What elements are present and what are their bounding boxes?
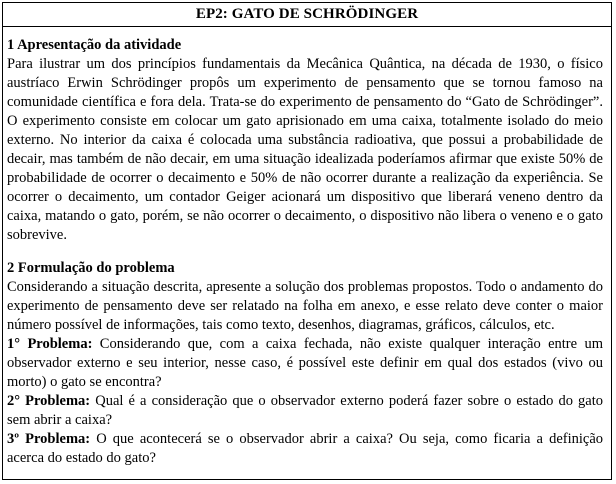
- problem-1: [7, 335, 603, 392]
- problem-3-label: 3º Problema:: [7, 431, 91, 447]
- problem-2: [7, 392, 603, 430]
- section2-intro: Considerando a situação descrita, apresente a solução dos problemas propostos. Todo o andamento do experimento de pensamento deve ser relatado na folha em anexo, e esse relato deve conter o maior número possível de informações, tais como texto, desenhos, diagramas, gráficos, cálculos, etc.: [7, 279, 603, 333]
- title-row: [3, 3, 611, 27]
- section1-text: Para ilustrar um dos princípios fundamentais da Mecânica Quântica, na década de 1930, o físico austríaco Erwin Schrödinger propôs um experimento de pensamento que se tornou famoso na comunidade científica e fora dela. Trata-se do experimento de pensamento do “Gato de Schrödinger”. O experimento consiste em colocar um gato aprisionado em uma caixa, totalmente isolado do meio externo. No interior da caixa é colocada uma substância radioativa, que possui a probabilidade de decair, mas também de não decair, em uma situação idealizada poderíamos afirmar que existe 50% de probabilidade de ocorrer o decaimento e 50% de não ocorrer durante a realização da experiência. Se ocorrer o decaimento, um contador Geiger acionará um dispositivo que liberará veneno dentro da caixa, matando o gato, porém, se não ocorrer o decaimento, o dispositivo não libera o veneno e o gato sobrevive.: [7, 56, 603, 243]
- section2-heading: 2 Formulação do problema: [7, 260, 175, 276]
- problem-3: [7, 430, 603, 468]
- page-title: EP2: GATO DE SCHRÖDINGER: [195, 6, 419, 22]
- document-body: [7, 36, 603, 468]
- problem-1-label: 1° Problema:: [7, 336, 93, 352]
- problem-2-text: Qual é a consideração que o observador externo poderá fazer sobre o estado do gato sem abrir a caixa?: [7, 393, 604, 428]
- section1-heading: 1 Apresentação da atividade: [7, 37, 182, 53]
- problem-3-text: O que acontecerá se o observador abrir a caixa? Ou seja, como ficaria a definição acerca do estado do gato?: [7, 431, 604, 466]
- problem-1-text: Considerando que, com a caixa fechada, não existe qualquer interação entre um observador externo e seu interior, nesse caso, é possível este definir em qual dos estados (vivo ou morto) o gato se encontra?: [7, 336, 603, 390]
- section-gap: [7, 245, 603, 259]
- problem-2-label: 2° Problema:: [7, 393, 91, 409]
